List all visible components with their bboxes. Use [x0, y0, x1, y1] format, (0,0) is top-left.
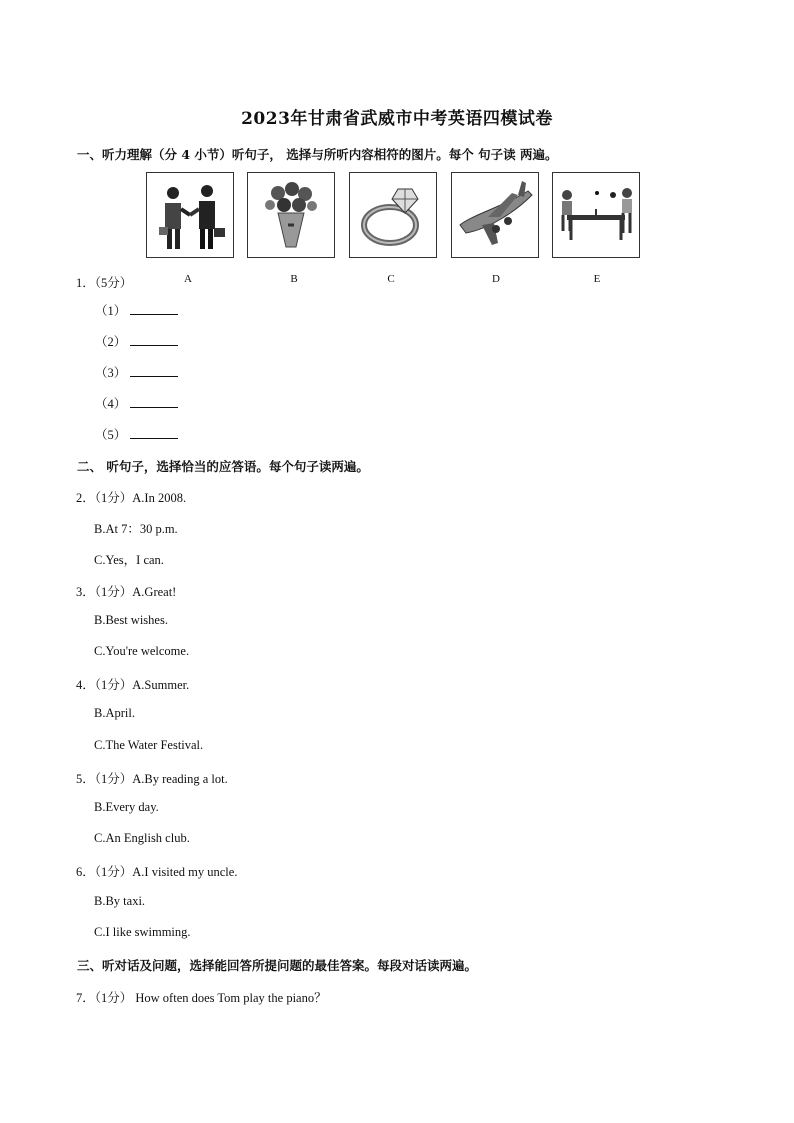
blank-line: [130, 364, 178, 377]
page-title: 2023年甘肃省武威市中考英语四模试卷: [241, 109, 553, 129]
option-a: A.I visited my uncle.: [132, 865, 238, 879]
option-b: B.At 7：30 p.m.: [94, 522, 178, 536]
picture-c: [349, 172, 437, 258]
option-a: A.Summer.: [132, 678, 190, 692]
option-c: C.You're welcome.: [94, 644, 190, 658]
question-number: 4．（1分）: [76, 678, 133, 692]
picture-label-a: A: [184, 273, 192, 285]
airplane-icon: [452, 173, 538, 257]
answer-blank-1: [95, 301, 178, 319]
blank-label: （1）: [95, 304, 127, 318]
question-number: 3．（1分）: [76, 585, 133, 599]
answer-blank-3: [95, 363, 178, 381]
option-c: C.The Water Festival.: [94, 738, 204, 752]
picture-label-b: B: [290, 273, 298, 285]
picture-b: [247, 172, 335, 258]
handshake-icon: [147, 173, 233, 257]
question-3: [76, 582, 176, 600]
question-2: [76, 488, 186, 506]
picture-e: [552, 172, 640, 258]
answer-blank-2: [95, 332, 178, 350]
section-2-heading: 二、 听句子，选择恰当的应答语。每个句子读两遍。: [77, 459, 369, 474]
question-6: [76, 862, 237, 880]
blank-line: [130, 395, 178, 408]
option-b: B.April.: [94, 706, 135, 720]
question-4: [76, 675, 189, 693]
option-a: A.Great!: [132, 585, 177, 599]
question-number: 2．（1分）: [76, 491, 133, 505]
blank-line: [130, 426, 178, 439]
question-7: 7．（1分） How often does Tom play the piano？: [76, 991, 327, 1005]
table-tennis-icon: [553, 173, 639, 257]
blank-label: （4）: [95, 397, 127, 411]
option-a: A.In 2008.: [132, 491, 187, 505]
question-number: 6．（1分）: [76, 865, 133, 879]
picture-label-c: C: [387, 273, 395, 285]
option-b: B.Every day.: [94, 800, 159, 814]
blank-label: （3）: [95, 366, 127, 380]
blank-label: （5）: [95, 428, 127, 442]
answer-blank-4: [95, 394, 178, 412]
flower-bouquet-icon: [248, 173, 334, 257]
question-1-number: 1．（5分）: [76, 276, 133, 290]
option-b: B.By taxi.: [94, 894, 146, 908]
diamond-ring-icon: [350, 173, 436, 257]
question-5: [76, 769, 228, 787]
option-b: B.Best wishes.: [94, 613, 168, 627]
section-1-heading: 一、听力理解（分 4 小节）听句子， 选择与所听内容相符的图片。每个 句子读 两遍。: [77, 147, 558, 162]
picture-a: [146, 172, 234, 258]
answer-blank-5: [95, 425, 178, 443]
option-a: A.By reading a lot.: [132, 772, 228, 786]
question-number: 5．（1分）: [76, 772, 133, 786]
option-c: C.An English club.: [94, 831, 190, 845]
section-3-heading: 三、听对话及问题，选择能回答所提问题的最佳答案。每段对话读两遍。: [77, 958, 478, 973]
option-c: C.I like swimming.: [94, 925, 191, 939]
blank-label: （2）: [95, 335, 127, 349]
picture-label-d: D: [492, 273, 500, 285]
picture-d: [451, 172, 539, 258]
option-c: C.Yes，I can.: [94, 553, 164, 567]
blank-line: [130, 333, 178, 346]
blank-line: [130, 302, 178, 315]
picture-label-e: E: [593, 273, 601, 285]
